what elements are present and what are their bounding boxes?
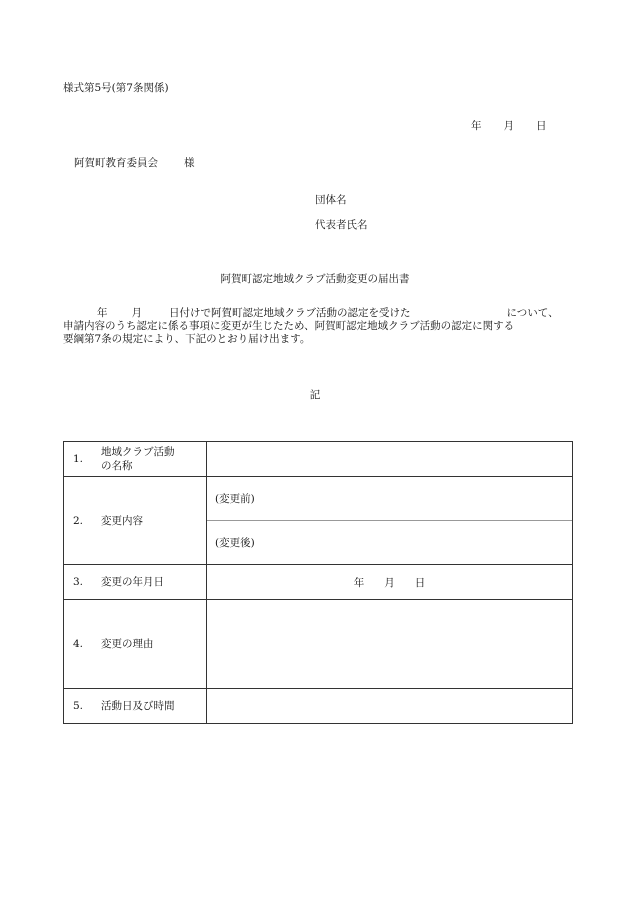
row4-label: 変更の理由 [101, 638, 154, 650]
addressee-name: 阿賀町教育委員会 [74, 157, 158, 169]
row3-label-cell [64, 565, 207, 600]
change-before-label: (変更前) [215, 493, 255, 505]
change-date-year: 年 [353, 576, 365, 589]
body-paragraph [63, 307, 578, 347]
body-line1-end: について、 [506, 307, 559, 319]
body-line1-text: 日付けで阿賀町認定地域クラブ活動の認定を受けた [169, 307, 411, 319]
body-line-2: 申請内容のうち認定に係る事項に変更が生じたため、阿賀町認定地域クラブ活動の認定に関する [63, 320, 515, 333]
change-date-month: 月 [384, 576, 395, 589]
group-name-label: 団体名 [315, 194, 347, 206]
table-row-change-content [64, 477, 573, 565]
date-month: 月 [503, 120, 514, 132]
row2-label: 変更内容 [101, 514, 143, 527]
body-year: 年 [97, 307, 108, 319]
change-date-day: 日 [414, 576, 426, 589]
header-date [471, 120, 547, 133]
body-line-1 [63, 307, 578, 320]
row5-number: 5. [73, 700, 84, 712]
change-details-table [63, 441, 573, 724]
row1-number: 1. [73, 453, 84, 465]
row2-label-cell [64, 477, 207, 565]
change-reason-field[interactable] [207, 600, 573, 689]
addressee [74, 157, 195, 170]
row3-number: 3. [73, 576, 84, 588]
representative-name-label: 代表者氏名 [315, 219, 368, 231]
table-row-change-date [64, 565, 573, 600]
body-line-3: 要綱第7条の規定により、下記のとおり届け出ます。 [63, 333, 311, 346]
table-row-activity-name [64, 442, 573, 477]
activity-name-field[interactable] [207, 442, 573, 477]
activity-schedule-field[interactable] [207, 689, 573, 724]
body-month: 月 [131, 307, 142, 319]
date-year: 年 [471, 120, 482, 132]
table-row-activity-schedule [64, 689, 573, 724]
change-content-cell [207, 477, 573, 565]
change-after-field[interactable] [207, 520, 572, 564]
row3-label: 変更の年月日 [101, 576, 164, 588]
row4-number: 4. [73, 638, 84, 650]
row2-number: 2. [73, 514, 84, 527]
row1-label-cell [64, 442, 207, 477]
row1-label: 地域クラブ活動 の名称 [101, 446, 175, 472]
date-day: 日 [536, 120, 547, 132]
change-after-label: (変更後) [215, 537, 255, 549]
row5-label-cell [64, 689, 207, 724]
row5-label: 活動日及び時間 [101, 700, 175, 712]
ki-heading: 記 [309, 389, 321, 401]
form-number: 様式第5号(第7条関係) [63, 82, 169, 94]
change-before-field[interactable] [207, 477, 572, 520]
addressee-honorific: 様 [184, 157, 195, 169]
change-date-field[interactable] [207, 565, 573, 600]
document-title: 阿賀町認定地域クラブ活動変更の届出書 [220, 273, 410, 285]
table-row-change-reason [64, 600, 573, 689]
row4-label-cell [64, 600, 207, 689]
